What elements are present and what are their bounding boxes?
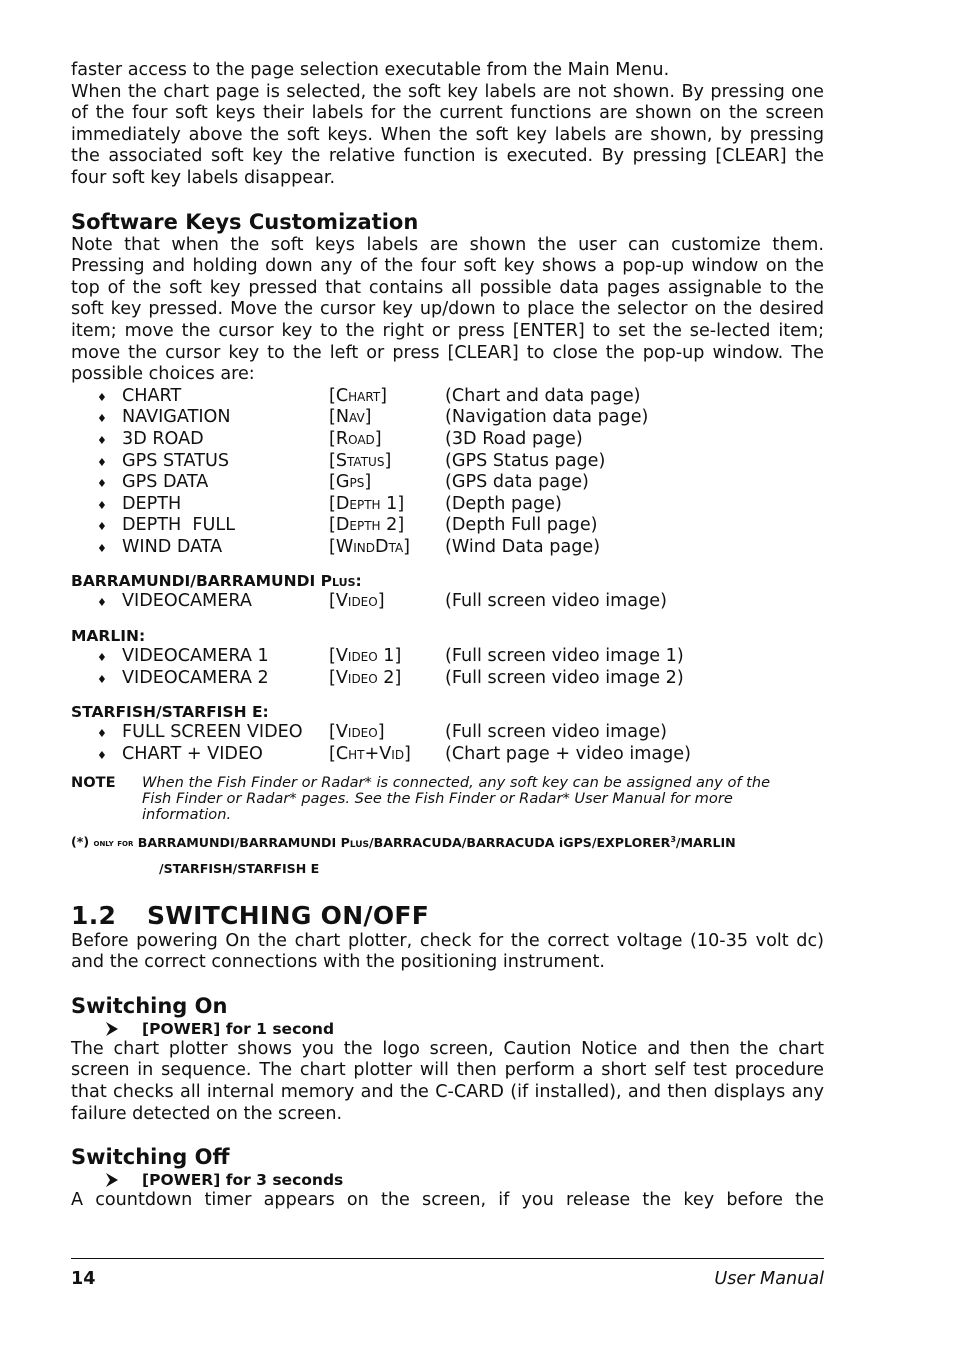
starfish-list <box>71 722 824 765</box>
list-item <box>71 407 824 429</box>
manual-title: User Manual <box>714 1269 824 1289</box>
switching-on-paragraph: The chart plotter shows you the logo screen, Caution Notice and then the chart screen in sequence. The chart plotter will then perform a short self test procedure that checks all internal memory and the C-CARD (if installed), and then displays any failure detected on the screen. <box>71 1038 824 1124</box>
footnote-line1 <box>71 831 824 852</box>
chevron-right-icon <box>71 1021 142 1037</box>
diamond-bullet-icon: ♦ <box>97 412 107 426</box>
section-heading <box>71 901 824 931</box>
page-body <box>71 60 824 1212</box>
item-description: (Chart and data page) <box>445 385 641 406</box>
list-item <box>71 668 824 690</box>
switching-on-command <box>71 1019 824 1039</box>
switching-off-heading: Switching Off <box>71 1145 230 1170</box>
switching-off-command <box>71 1170 824 1190</box>
item-name: CHART <box>122 385 182 406</box>
item-key: [Road] <box>329 428 382 449</box>
footnote-sup: 3 <box>670 834 676 844</box>
section-number: 1.2 <box>71 900 117 930</box>
switching-on-command-text: [POWER] for 1 second <box>142 1019 335 1038</box>
item-description: (Full screen video image) <box>445 591 667 612</box>
item-description: (Wind Data page) <box>445 536 601 557</box>
starfish-heading: STARFISH/STARFISH E: <box>71 703 269 722</box>
diamond-bullet-icon: ♦ <box>97 520 107 534</box>
marlin-list <box>71 646 824 689</box>
item-description: (GPS Status page) <box>445 450 606 471</box>
item-description: (Depth Full page) <box>445 515 598 536</box>
item-description: (Full screen video image 1) <box>445 646 684 667</box>
customization-heading: Software Keys Customization <box>71 209 419 234</box>
list-item <box>71 537 824 559</box>
item-key: [Chart] <box>329 385 388 406</box>
item-key: [Cht+Vid] <box>329 743 411 764</box>
list-item <box>71 429 824 451</box>
intro-paragraph: When the chart page is selected, the soft key labels are not shown. By pressing one of the four soft keys their labels for the current functions are shown on the screen immediately above the soft keys. When the soft key labels are shown, by pressing the associated soft key the relative function is executed. By pressing [CLEAR] the four soft key labels disappear. <box>71 81 824 188</box>
switching-on-heading: Switching On <box>71 993 228 1018</box>
diamond-bullet-icon: ♦ <box>97 455 107 469</box>
footnote-prefix: (*) <box>71 834 90 850</box>
chevron-right-icon <box>71 1172 142 1188</box>
item-key: [Video] <box>329 591 385 612</box>
item-description: (3D Road page) <box>445 428 583 449</box>
note-text: When the Fish Finder or Radar* is connected, any soft key can be assigned any of the Fish Finder or Radar* pages. See the Fish Finder or Radar* User Manual for more information. <box>142 774 771 824</box>
item-name: 3D ROAD <box>122 428 204 449</box>
item-name: VIDEOCAMERA 1 <box>122 646 269 667</box>
list-item <box>71 494 824 516</box>
customization-paragraph: Note that when the soft keys labels are shown the user can customize them. Pressing and holding down any of the four soft key shows a pop-up window on the top of the soft key pressed that contains all possible data pages assignable to the soft key pressed. Move the cursor key up/down to place the selector on the desired item; move the cursor key to the right or press [ENTER] to set the se-lected item; move the cursor key to the left or press [CLEAR] to close the pop-up window. The possible choices are: <box>71 234 824 385</box>
item-name: VIDEOCAMERA 2 <box>122 667 269 688</box>
page-number: 14 <box>71 1269 96 1289</box>
diamond-bullet-icon: ♦ <box>97 477 107 491</box>
switching-off-paragraph: A countdown timer appears on the screen, if you release the key before the <box>71 1190 824 1211</box>
diamond-bullet-icon: ♦ <box>97 672 107 686</box>
item-description: (Navigation data page) <box>445 407 649 428</box>
item-name: GPS STATUS <box>122 450 230 471</box>
diamond-bullet-icon: ♦ <box>97 433 107 447</box>
list-item <box>71 515 824 537</box>
list-item <box>71 386 824 408</box>
item-key: [Depth 1] <box>329 493 405 514</box>
switching-off-command-text: [POWER] for 3 seconds <box>142 1171 344 1190</box>
note-block <box>71 775 824 823</box>
item-name: VIDEOCAMERA <box>122 591 252 612</box>
list-item <box>71 646 824 668</box>
item-name: FULL SCREEN VIDEO <box>122 722 303 743</box>
item-key: [Video 2] <box>329 667 402 688</box>
item-description: (Chart page + video image) <box>445 743 691 764</box>
item-key: [Depth 2] <box>329 515 405 536</box>
item-description: (Full screen video image 2) <box>445 667 684 688</box>
item-description: (Full screen video image) <box>445 722 667 743</box>
page-footer <box>71 1258 824 1289</box>
item-name: WIND DATA <box>122 536 223 557</box>
item-key: [Video 1] <box>329 646 402 667</box>
barramundi-list <box>71 591 824 613</box>
marlin-heading: MARLIN: <box>71 627 146 646</box>
barramundi-heading: BARRAMUNDI/BARRAMUNDI Plus: <box>71 572 362 591</box>
section-paragraph: Before powering On the chart plotter, check for the correct voltage (10-35 volt dc) and the correct connections with the positioning instrument. <box>71 930 824 973</box>
footnote-models: BARRAMUNDI/BARRAMUNDI Plus/BARRACUDA/BARRACUDA iGPS/EXPLORER$^3$/MARLIN <box>137 834 736 850</box>
footnote-line2: /STARFISH/STARFISH E <box>159 860 320 876</box>
item-key: [WindDta] <box>329 536 411 557</box>
item-description: (Depth page) <box>445 493 562 514</box>
section-title: SWITCHING ON/OFF <box>147 900 430 930</box>
item-name: DEPTH <box>122 493 182 514</box>
list-item <box>71 472 824 494</box>
item-key: [Video] <box>329 722 385 743</box>
diamond-bullet-icon: ♦ <box>97 498 107 512</box>
item-key: [Nav] <box>329 407 372 428</box>
diamond-bullet-icon: ♦ <box>97 651 107 665</box>
footnote-only-for: only for <box>93 838 134 850</box>
item-name: DEPTH FULL <box>122 515 236 536</box>
diamond-bullet-icon: ♦ <box>97 541 107 555</box>
diamond-bullet-icon: ♦ <box>97 596 107 610</box>
intro-line: faster access to the page selection executable from the Main Menu. <box>71 60 670 80</box>
list-item <box>71 591 824 613</box>
item-key: [Gps] <box>329 472 372 493</box>
choices-list <box>71 386 824 559</box>
note-label: NOTE <box>71 774 116 792</box>
item-name: CHART + VIDEO <box>122 743 263 764</box>
item-description: (GPS data page) <box>445 472 589 493</box>
list-item <box>71 722 824 744</box>
item-key: [Status] <box>329 450 392 471</box>
list-item <box>71 744 824 766</box>
diamond-bullet-icon: ♦ <box>97 727 107 741</box>
diamond-bullet-icon: ♦ <box>97 748 107 762</box>
diamond-bullet-icon: ♦ <box>97 390 107 404</box>
item-name: GPS DATA <box>122 472 209 493</box>
item-name: NAVIGATION <box>122 407 231 428</box>
list-item <box>71 451 824 473</box>
